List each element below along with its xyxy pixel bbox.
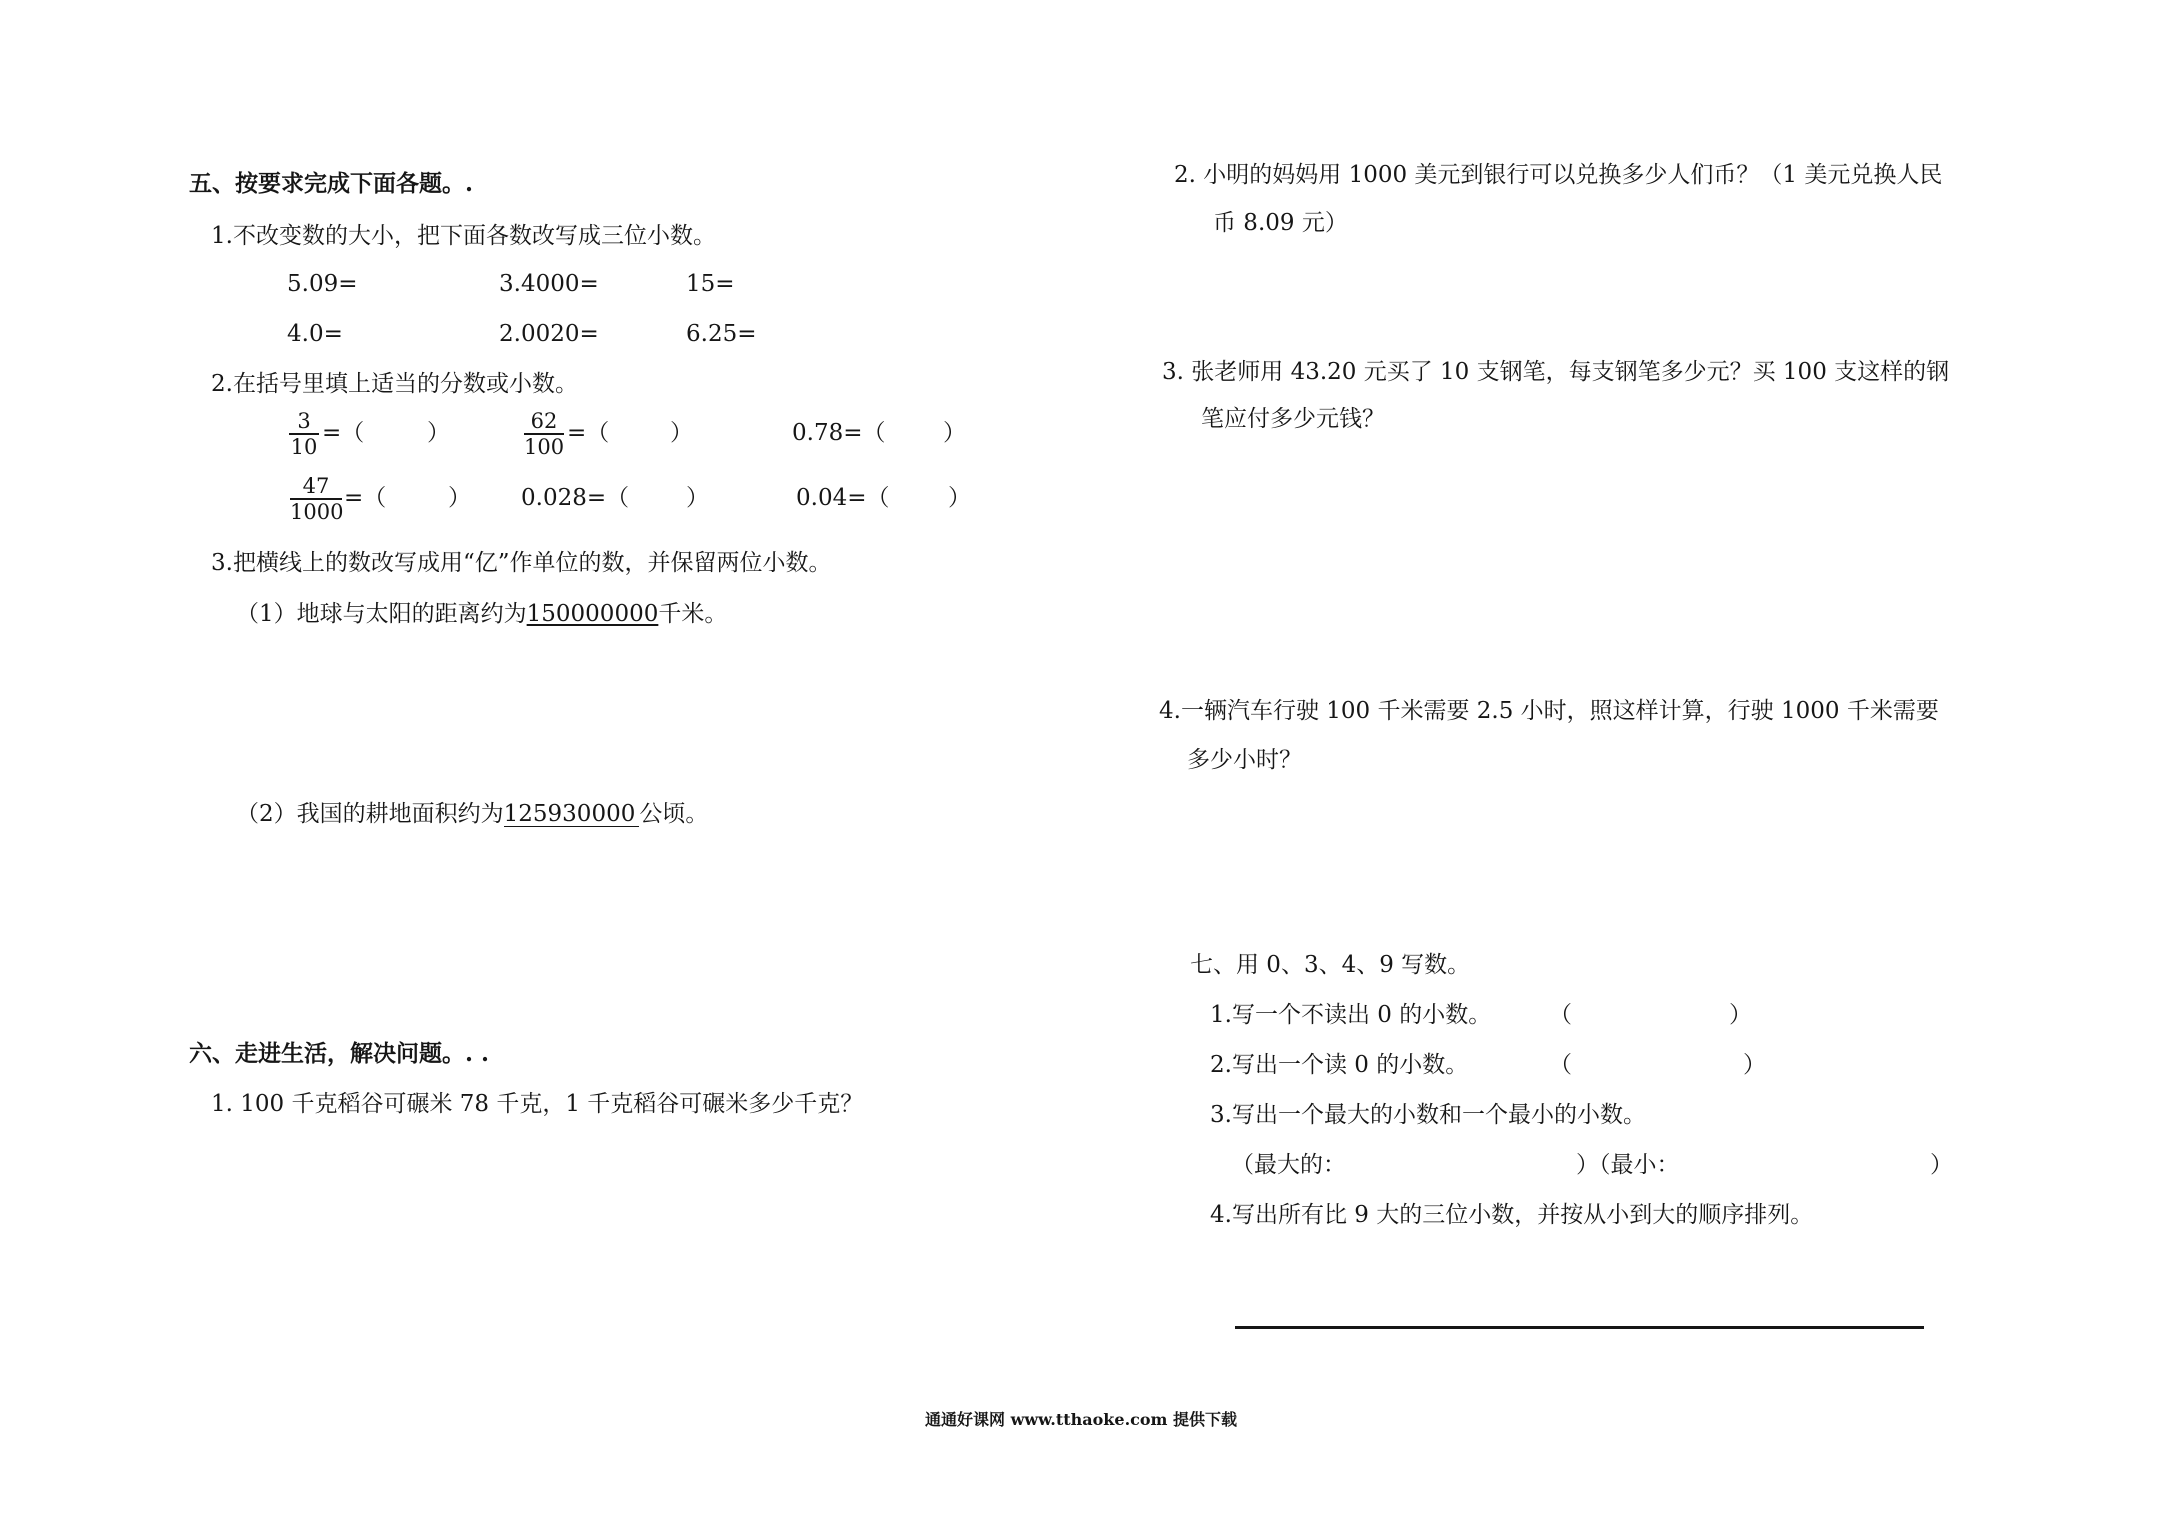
section-5-title: 五、按要求完成下面各题。.	[189, 170, 474, 197]
s5-q1-item: 6.25=	[686, 321, 757, 347]
fraction-denominator: 10	[290, 435, 318, 459]
decimal-item: 0.028=（	[521, 485, 630, 511]
s7-q1-prompt: 1.写一个不读出 0 的小数。	[1210, 1002, 1492, 1028]
s5-q1-item: 2.0020=	[499, 321, 599, 347]
answer-paren-open: =（	[322, 420, 365, 446]
answer-paren-close: ）	[1743, 1052, 1766, 1078]
s6-q4-line1: 4.一辆汽车行驶 100 千米需要 2.5 小时，照这样计算，行驶 1000 千米需要	[1159, 698, 1939, 724]
s5-q3-prompt: 3.把横线上的数改写成用“亿”作单位的数，并保留两位小数。	[211, 550, 832, 576]
fraction-numerator: 3	[297, 409, 311, 433]
s6-q3-line1: 3. 张老师用 43.20 元买了 10 支钢笔，每支钢笔多少元？买 100 支这样的钢	[1162, 359, 1950, 385]
answer-paren-close: ）	[1729, 1002, 1752, 1028]
underlined-number: 150000000	[526, 601, 659, 627]
answer-paren-close: ）	[943, 420, 966, 446]
s5-q2-prompt: 2.在括号里填上适当的分数或小数。	[211, 371, 578, 397]
answer-paren-close: ）	[686, 485, 709, 511]
s5-q3-part2	[236, 799, 708, 829]
s5-q1-prompt: 1.不改变数的大小，把下面各数改写成三位小数。	[211, 223, 716, 249]
s5-q1-item: 15=	[686, 271, 735, 297]
answer-paren-close: ）	[670, 420, 693, 446]
part-unit: 千米。	[658, 601, 728, 627]
answer-paren-close: ）	[1930, 1152, 1953, 1178]
answer-paren-open: =（	[567, 420, 610, 446]
answer-paren-open: （	[1549, 1052, 1572, 1078]
decimal-item: 0.04=（	[796, 485, 890, 511]
fraction-denominator: 1000	[290, 500, 344, 524]
s6-q3-line2: 笔应付多少元钱？	[1201, 406, 1385, 432]
section-7-title: 七、用 0、3、4、9 写数。	[1190, 952, 1471, 978]
fraction-numerator: 47	[302, 474, 330, 498]
s7-q4-prompt: 4.写出所有比 9 大的三位小数，并按从小到大的顺序排列。	[1210, 1202, 1814, 1228]
section-6-title: 六、走进生活，解决问题。. .	[189, 1040, 490, 1067]
answer-paren-close: ）	[448, 485, 471, 511]
s6-q2-line1: 2. 小明的妈妈用 1000 美元到银行可以兑换多少人们币？（1 美元兑换人民	[1174, 162, 1943, 188]
answer-paren-close: ）	[948, 485, 971, 511]
fraction-numerator: 62	[530, 409, 558, 433]
s7-q3-prompt: 3.写出一个最大的小数和一个最小的小数。	[1210, 1102, 1646, 1128]
part-text: （1）地球与太阳的距离约为	[236, 601, 527, 627]
s6-q1: 1. 100 千克稻谷可碾米 78 千克，1 千克稻谷可碾米多少千克？	[211, 1091, 864, 1117]
s7-q2-prompt: 2.写出一个读 0 的小数。	[1210, 1052, 1469, 1078]
s5-q3-part1	[236, 599, 727, 629]
fraction-denominator: 100	[524, 435, 565, 459]
answer-line	[1235, 1326, 1924, 1329]
s6-q2-line2: 币 8.09 元）	[1213, 210, 1348, 236]
fraction	[289, 409, 319, 459]
answer-paren-open: =（	[344, 485, 387, 511]
footer-credit: 通通好课网 www.tthaoke.com 提供下载	[925, 1410, 1238, 1429]
min-label: ）（最小：	[1576, 1152, 1680, 1178]
s5-q1-item: 4.0=	[287, 321, 343, 347]
s5-q1-item: 5.09=	[287, 271, 358, 297]
part-text: （2）我国的耕地面积约为	[236, 801, 504, 827]
fraction	[524, 409, 564, 459]
fraction	[290, 474, 342, 524]
answer-paren-close: ）	[427, 420, 450, 446]
part-unit: 公顷。	[639, 801, 709, 827]
max-label: （最大的：	[1231, 1152, 1346, 1178]
decimal-item: 0.78=（	[792, 420, 886, 446]
s6-q4-line2: 多少小时？	[1187, 747, 1302, 773]
underlined-number: 125930000	[504, 802, 640, 827]
s5-q1-item: 3.4000=	[499, 271, 599, 297]
answer-paren-open: （	[1549, 1002, 1572, 1028]
